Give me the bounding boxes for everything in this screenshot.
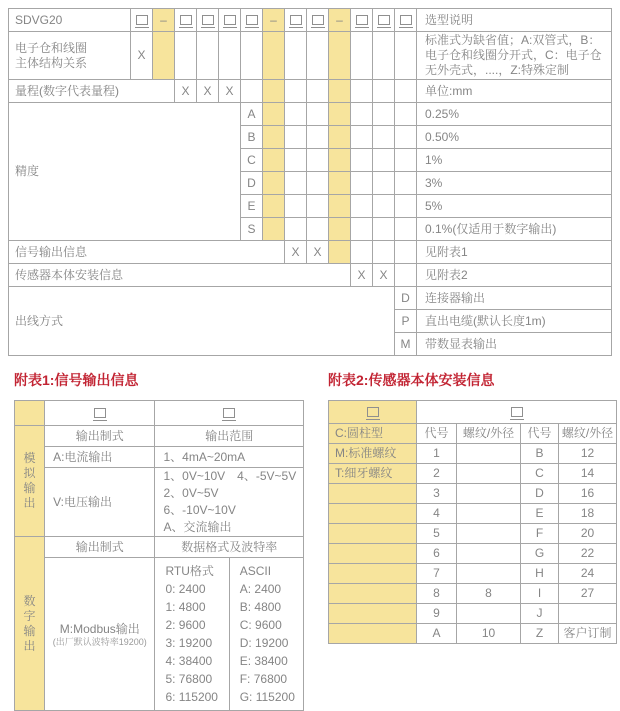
accuracy-row — [9, 103, 612, 126]
signal-row — [9, 241, 612, 264]
blank-box-icon — [246, 15, 258, 25]
blank-box-icon — [400, 15, 412, 25]
t1-modbus-row — [15, 558, 304, 711]
accuracy-code: D — [241, 172, 263, 195]
blank-box-icon — [511, 407, 523, 417]
current-range: 1、4mA~20mA — [155, 447, 304, 468]
voltage-ranges: 1、0V~10V 4、-5V~5V 2、0V~5V 6、-10V~10V A、交流输出 — [155, 468, 304, 537]
t2-data-row: 4 E 18 — [329, 504, 617, 524]
t2-data-row: T:细牙螺纹 2 C 14 — [329, 464, 617, 484]
blank-box-icon — [94, 408, 106, 418]
t2-data-row: 6 G 22 — [329, 544, 617, 564]
dash-separator: – — [263, 9, 285, 32]
accuracy-label: 精度 — [9, 103, 241, 241]
t2-data-row: 8 8 I 27 — [329, 584, 617, 604]
range-mark: X — [175, 80, 197, 103]
t2-data-row: 5 F 20 — [329, 524, 617, 544]
wiring-desc: 连接器输出 — [417, 287, 612, 310]
t1-voltage-row — [15, 468, 304, 537]
wiring-code: M — [395, 333, 417, 356]
blank-box-icon — [312, 15, 324, 25]
wiring-code: P — [395, 310, 417, 333]
accuracy-code: S — [241, 218, 263, 241]
t1-current-row — [15, 447, 304, 468]
t1-analog-header-row — [15, 426, 304, 447]
blank-box-icon — [224, 15, 236, 25]
current-mode: A:电流输出 — [45, 447, 155, 468]
mounting-mark: X — [373, 264, 395, 287]
voltage-mode: V:电压输出 — [45, 468, 155, 537]
thread-header: 螺纹/外径 — [559, 424, 617, 444]
digital-mode-header: 输出制式 — [45, 537, 155, 558]
accuracy-desc: 5% — [417, 195, 612, 218]
blank-box-icon — [367, 407, 379, 417]
signal-desc: 见附表1 — [417, 241, 612, 264]
accuracy-code: C — [241, 149, 263, 172]
t2-data-row: 9 J — [329, 604, 617, 624]
signal-label: 信号输出信息 — [9, 241, 285, 264]
analog-mode-header: 输出制式 — [45, 426, 155, 447]
t2-data-row: 7 H 24 — [329, 564, 617, 584]
model-selection-table — [8, 8, 612, 356]
accuracy-desc: 3% — [417, 172, 612, 195]
appendix2-block — [328, 362, 616, 711]
accuracy-desc: 0.1%(仅适用于数字输出) — [417, 218, 612, 241]
blank-box-icon — [180, 15, 192, 25]
thread-type-label: T:细牙螺纹 — [329, 464, 417, 484]
t2-data-row: M:标准螺纹 1 B 12 — [329, 444, 617, 464]
appendix-section — [8, 362, 612, 711]
model-name: SDVG20 — [9, 9, 131, 32]
accuracy-desc: 0.25% — [417, 103, 612, 126]
analog-range-header: 输出范围 — [155, 426, 304, 447]
wiring-label: 出线方式 — [9, 287, 395, 356]
code-header: 代号 — [521, 424, 559, 444]
appendix1-block — [14, 362, 304, 711]
signal-output-table — [14, 400, 304, 711]
mounting-mark: X — [351, 264, 373, 287]
range-label: 量程(数字代表量程) — [9, 80, 175, 103]
accuracy-code: A — [241, 103, 263, 126]
t2-box-row — [329, 401, 617, 424]
range-row — [9, 80, 612, 103]
mounting-row — [9, 264, 612, 287]
range-mark: X — [197, 80, 219, 103]
accuracy-desc: 1% — [417, 149, 612, 172]
rtu-baud-list: RTU格式 0: 2400 1: 4800 2: 9600 3: 19200 4: 38400 5: 76800 6: 115200 — [155, 558, 229, 711]
modbus-mode: M:Modbus输出 (出厂默认波特率19200) — [45, 558, 155, 711]
mounting-label: 传感器本体安装信息 — [9, 264, 351, 287]
signal-mark: X — [307, 241, 329, 264]
t2-data-row: A 10 Z 客户订制 — [329, 624, 617, 644]
t1-box-row — [15, 401, 304, 426]
dash-separator: – — [329, 9, 351, 32]
blank-box-icon — [136, 15, 148, 25]
structure-desc: 标准式为缺省值；A:双管式，B：电子仓和线圈分开式，C：电子仓无外壳式，....，Z:特殊定制 — [417, 32, 612, 80]
wiring-row — [9, 287, 612, 310]
t1-digital-header-row — [15, 537, 304, 558]
digital-group-label: 数字输出 — [15, 537, 45, 711]
code-header: 代号 — [417, 424, 457, 444]
wiring-code: D — [395, 287, 417, 310]
wiring-desc: 直出电缆(默认长度1m) — [417, 310, 612, 333]
accuracy-desc: 0.50% — [417, 126, 612, 149]
header-row — [9, 9, 612, 32]
range-desc: 单位:mm — [417, 80, 612, 103]
structure-label: 电子仓和线圈 主体结构关系 — [9, 32, 131, 80]
t2-header-row — [329, 424, 617, 444]
thread-type-label: M:标准螺纹 — [329, 444, 417, 464]
appendix2-title: 附表2:传感器本体安装信息 — [328, 372, 495, 388]
structure-row — [9, 32, 612, 80]
blank-box-icon — [223, 408, 235, 418]
t2-data-row: 3 D 16 — [329, 484, 617, 504]
ascii-baud-list: ASCII A: 2400 B: 4800 C: 9600 D: 19200 E: 38400 F: 76800 G: 115200 — [229, 558, 303, 711]
appendix1-title: 附表1:信号输出信息 — [14, 372, 139, 388]
blank-box-icon — [378, 15, 390, 25]
accuracy-code: B — [241, 126, 263, 149]
signal-mark: X — [285, 241, 307, 264]
blank-box-icon — [202, 15, 214, 25]
structure-mark: X — [131, 32, 153, 80]
accuracy-code: E — [241, 195, 263, 218]
blank-box-icon — [290, 15, 302, 25]
range-mark: X — [219, 80, 241, 103]
selection-notes-header: 选型说明 — [417, 9, 612, 32]
analog-group-label: 模拟输出 — [15, 426, 45, 537]
mounting-desc: 见附表2 — [417, 264, 612, 287]
blank-box-icon — [356, 15, 368, 25]
mounting-info-table — [328, 400, 617, 644]
digital-format-header: 数据格式及波特率 — [155, 537, 304, 558]
thread-header: 螺纹/外径 — [457, 424, 521, 444]
wiring-desc: 带数显表输出 — [417, 333, 612, 356]
dash-separator: – — [153, 9, 175, 32]
body-type-label: C:圆柱型 — [329, 424, 417, 444]
